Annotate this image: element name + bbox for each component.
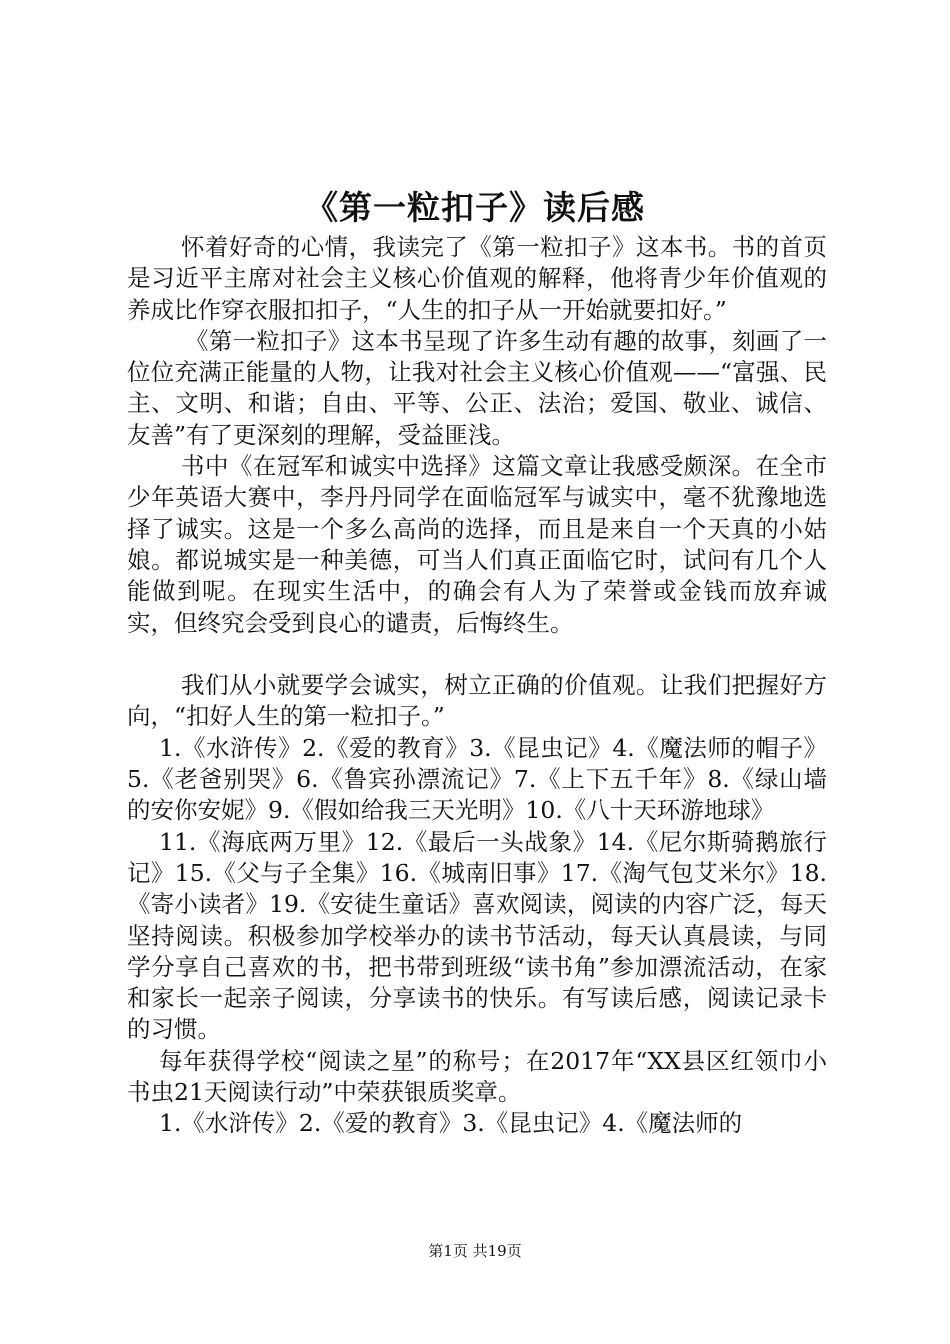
document-title: 《第一粒扣子》读后感 [305, 188, 645, 227]
paragraph-book-list-1: 1.《水浒传》2.《爱的教育》3.《昆虫记》4.《魔法师的帽子》5.《老爸别哭》6.《鲁宾孙漂流记》7.《上下五千年》8.《绿山墙的安你安妮》9.《假如给我三天光明》10.《八十天环游地球》 [127, 733, 827, 825]
document-body [127, 232, 827, 1140]
paragraph-honesty-story: 书中《在冠军和诚实中选择》这篇文章让我感受颇深。在全市少年英语大赛中，李丹丹同学在面临冠军与诚实中，毫不犹豫地选择了诚实。这是一个多么高尚的选择，而且是来自一个天真的小姑娘。都说城实是一种美德，可当人们真正面临它时，试问有几个人能做到呢。在现实生活中，的确会有人为了荣誉或金钱而放弃诚实，但终究会受到良心的谴责，后悔终生。 [127, 452, 827, 637]
paragraph-intro: 怀着好奇的心情，我读完了《第一粒扣子》这本书。书的首页是习近平主席对社会主义核心价值观的解释，他将青少年价值观的养成比作穿衣服扣扣子，“人生的扣子从一开始就要扣好。” [127, 233, 827, 324]
paragraph-conclusion: 我们从小就要学会诚实，树立正确的价值观。让我们把握好方向，“扣好人生的第一粒扣子。” [127, 671, 827, 731]
page-footer: 第1页 共19页 [428, 1242, 522, 1260]
paragraph-book-summary: 《第一粒扣子》这本书呈现了许多生动有趣的故事，刻画了一位位充满正能量的人物，让我对社会主义核心价值观——“富强、民主、文明、和谐；自由、平等、公正、法治；爱国、敬业、诚信、友善”有了更深刻的理解，受益匪浅。 [127, 326, 827, 449]
paragraph-book-list-3: 1.《水浒传》2.《爱的教育》3.《昆虫记》4.《魔法师的 [159, 1109, 743, 1138]
paragraph-book-list-2: 11.《海底两万里》12.《最后一头战象》14.《尼尔斯骑鹅旅行记》15.《父与子全集》16.《城南旧事》17.《淘气包艾米尔》18.《寄小读者》19.《安徒生童话》喜欢阅读，阅读的内容广泛，每天坚持阅读。积极参加学校举办的读书节活动，每天认真晨读，与同学分享自己喜欢的书，把书带到班级“读书角”参加漂流活动，在家和家长一起亲子阅读，分享读书的快乐。有写读后感，阅读记录卡的习惯。 [127, 827, 827, 1044]
paragraph-award: 每年获得学校“阅读之星”的称号；在2017年“XX县区红领巾小书虫21天阅读行动”中荣获银质奖章。 [127, 1046, 827, 1107]
paragraph-spacer [127, 639, 827, 670]
